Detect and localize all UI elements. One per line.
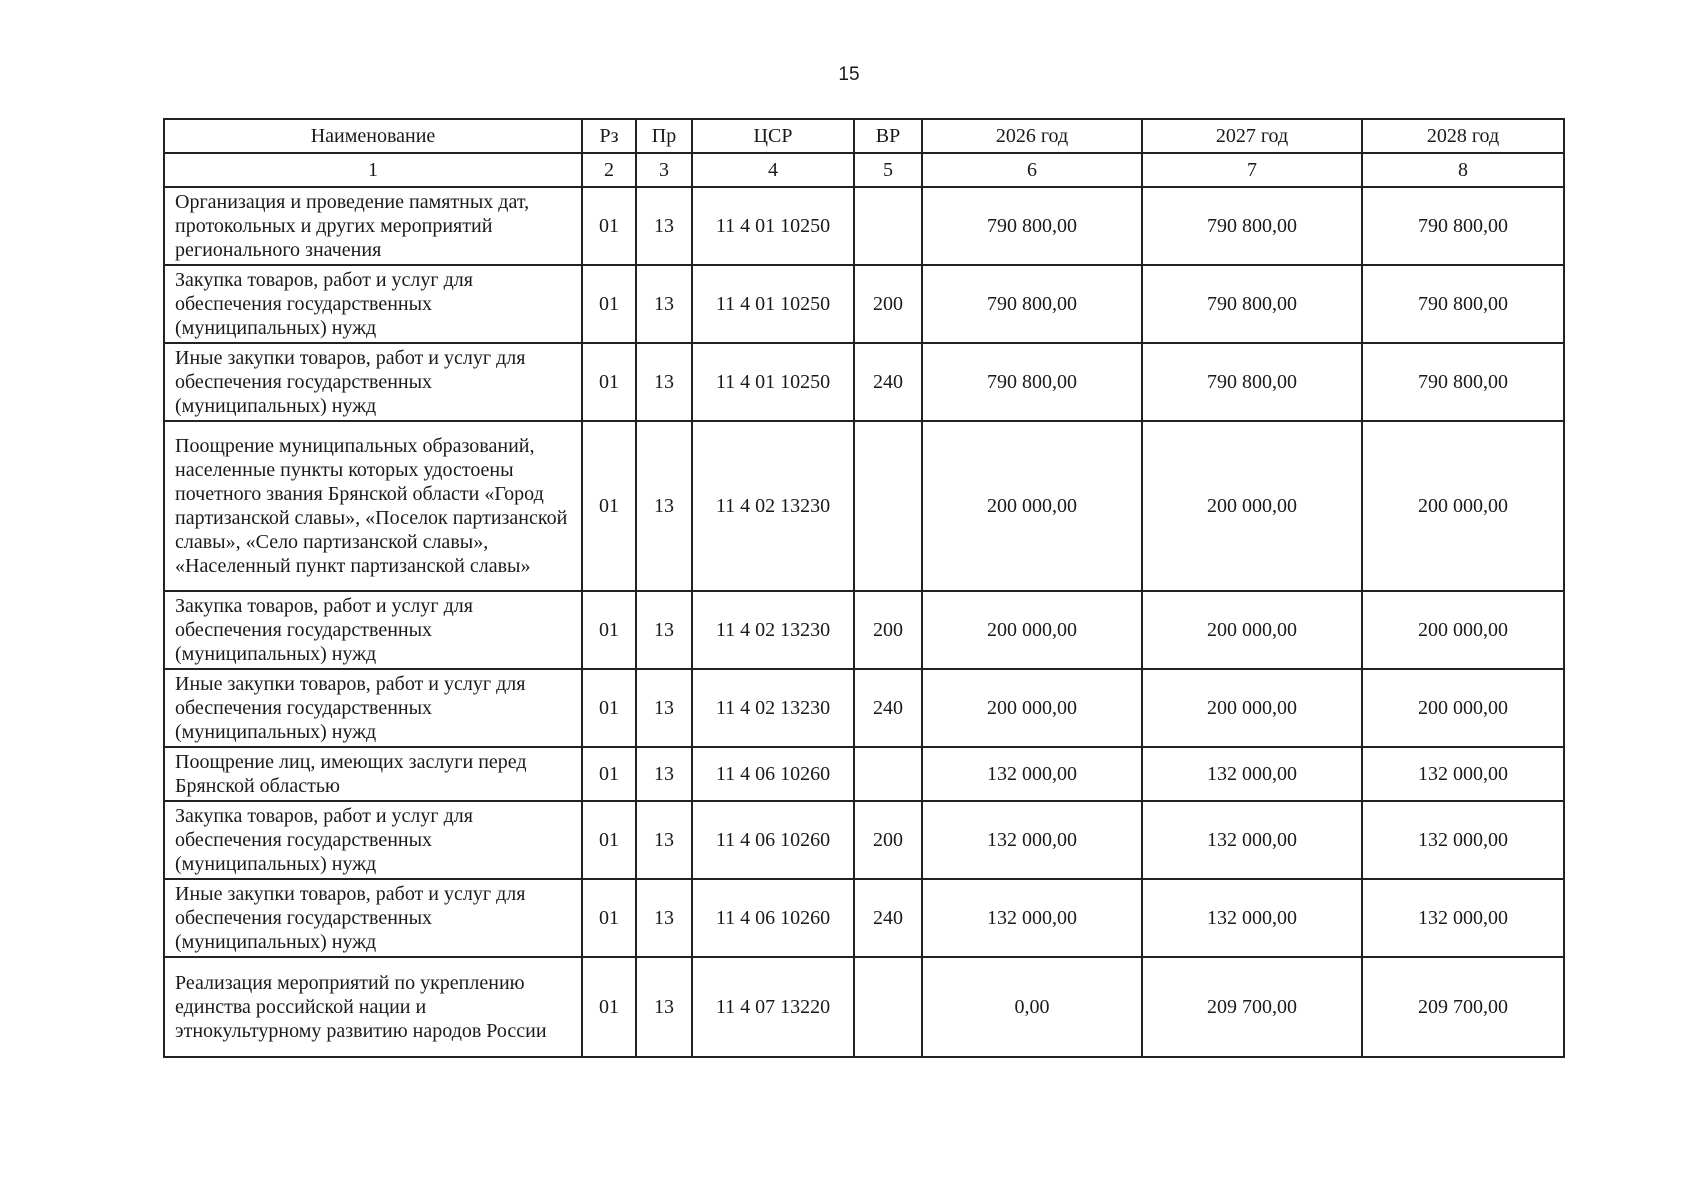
row-2028: 132 000,00 [1362, 879, 1564, 957]
table-row [164, 591, 1564, 669]
row-pr: 13 [636, 801, 692, 879]
row-csr: 11 4 06 10260 [692, 747, 854, 801]
row-name: Реализация мероприятий по укреплению единства российской нации и этнокультурному развитию народов России [164, 957, 582, 1057]
row-2026: 790 800,00 [922, 187, 1142, 265]
row-2028: 790 800,00 [1362, 265, 1564, 343]
row-csr: 11 4 01 10250 [692, 187, 854, 265]
row-name: Закупка товаров, работ и услуг для обеспечения государственных (муниципальных) нужд [164, 265, 582, 343]
row-rz: 01 [582, 343, 636, 421]
row-2027: 790 800,00 [1142, 343, 1362, 421]
row-2028: 132 000,00 [1362, 801, 1564, 879]
row-rz: 01 [582, 591, 636, 669]
row-vr [854, 957, 922, 1057]
row-2026: 790 800,00 [922, 343, 1142, 421]
column-number: 1 [164, 153, 582, 187]
row-pr: 13 [636, 187, 692, 265]
row-rz: 01 [582, 957, 636, 1057]
column-number: 4 [692, 153, 854, 187]
header-2027: 2027 год [1142, 119, 1362, 153]
row-vr [854, 421, 922, 591]
row-vr: 200 [854, 591, 922, 669]
table-row [164, 669, 1564, 747]
row-pr: 13 [636, 421, 692, 591]
row-name: Иные закупки товаров, работ и услуг для обеспечения государственных (муниципальных) нужд [164, 343, 582, 421]
row-2027: 132 000,00 [1142, 747, 1362, 801]
row-rz: 01 [582, 265, 636, 343]
row-2028: 200 000,00 [1362, 669, 1564, 747]
row-pr: 13 [636, 957, 692, 1057]
row-pr: 13 [636, 669, 692, 747]
row-vr: 200 [854, 265, 922, 343]
table-row [164, 957, 1564, 1057]
row-2026: 200 000,00 [922, 669, 1142, 747]
row-rz: 01 [582, 801, 636, 879]
row-name: Поощрение муниципальных образований, населенные пункты которых удостоены почетного звания Брянской области «Город партизанской славы», «Поселок партизанской славы», «Село партизанской славы», «Населенный пункт партизанской славы» [164, 421, 582, 591]
header-rz: Рз [582, 119, 636, 153]
row-2026: 0,00 [922, 957, 1142, 1057]
row-pr: 13 [636, 747, 692, 801]
header-name: Наименование [164, 119, 582, 153]
row-2027: 790 800,00 [1142, 187, 1362, 265]
row-csr: 11 4 02 13230 [692, 421, 854, 591]
row-vr: 240 [854, 879, 922, 957]
table-row [164, 343, 1564, 421]
header-csr: ЦСР [692, 119, 854, 153]
row-2027: 132 000,00 [1142, 879, 1362, 957]
row-2026: 132 000,00 [922, 879, 1142, 957]
table-row [164, 265, 1564, 343]
row-2026: 132 000,00 [922, 747, 1142, 801]
row-name: Организация и проведение памятных дат, протокольных и других мероприятий регионального значения [164, 187, 582, 265]
table-row [164, 187, 1564, 265]
column-number: 6 [922, 153, 1142, 187]
row-2028: 132 000,00 [1362, 747, 1564, 801]
row-2026: 200 000,00 [922, 421, 1142, 591]
row-2026: 132 000,00 [922, 801, 1142, 879]
header-vr: ВР [854, 119, 922, 153]
column-number: 3 [636, 153, 692, 187]
row-rz: 01 [582, 187, 636, 265]
row-name: Закупка товаров, работ и услуг для обеспечения государственных (муниципальных) нужд [164, 591, 582, 669]
row-rz: 01 [582, 879, 636, 957]
table-row [164, 747, 1564, 801]
row-name: Иные закупки товаров, работ и услуг для обеспечения государственных (муниципальных) нужд [164, 669, 582, 747]
table-row [164, 801, 1564, 879]
header-row [164, 119, 1564, 153]
row-2028: 790 800,00 [1362, 343, 1564, 421]
row-2028: 790 800,00 [1362, 187, 1564, 265]
header-2026: 2026 год [922, 119, 1142, 153]
row-vr: 240 [854, 343, 922, 421]
row-csr: 11 4 02 13230 [692, 591, 854, 669]
row-csr: 11 4 01 10250 [692, 265, 854, 343]
row-2027: 209 700,00 [1142, 957, 1362, 1057]
header-2028: 2028 год [1362, 119, 1564, 153]
row-rz: 01 [582, 747, 636, 801]
row-2028: 200 000,00 [1362, 591, 1564, 669]
row-vr: 200 [854, 801, 922, 879]
row-2027: 790 800,00 [1142, 265, 1362, 343]
row-csr: 11 4 06 10260 [692, 801, 854, 879]
row-name: Поощрение лиц, имеющих заслуги перед Брянской областью [164, 747, 582, 801]
row-name: Иные закупки товаров, работ и услуг для обеспечения государственных (муниципальных) нужд [164, 879, 582, 957]
column-number: 8 [1362, 153, 1564, 187]
row-2026: 200 000,00 [922, 591, 1142, 669]
row-pr: 13 [636, 591, 692, 669]
page-number: 15 [838, 64, 860, 85]
row-pr: 13 [636, 265, 692, 343]
row-2026: 790 800,00 [922, 265, 1142, 343]
row-2027: 200 000,00 [1142, 591, 1362, 669]
row-2027: 200 000,00 [1142, 421, 1362, 591]
column-number-row [164, 153, 1564, 187]
row-csr: 11 4 07 13220 [692, 957, 854, 1057]
row-2028: 209 700,00 [1362, 957, 1564, 1057]
table-row [164, 879, 1564, 957]
row-vr [854, 187, 922, 265]
row-vr [854, 747, 922, 801]
row-rz: 01 [582, 669, 636, 747]
row-pr: 13 [636, 879, 692, 957]
row-name: Закупка товаров, работ и услуг для обеспечения государственных (муниципальных) нужд [164, 801, 582, 879]
column-number: 2 [582, 153, 636, 187]
row-pr: 13 [636, 343, 692, 421]
row-vr: 240 [854, 669, 922, 747]
row-2028: 200 000,00 [1362, 421, 1564, 591]
column-number: 5 [854, 153, 922, 187]
column-number: 7 [1142, 153, 1362, 187]
row-2027: 132 000,00 [1142, 801, 1362, 879]
header-pr: Пр [636, 119, 692, 153]
row-rz: 01 [582, 421, 636, 591]
table-row [164, 421, 1564, 591]
row-csr: 11 4 02 13230 [692, 669, 854, 747]
row-2027: 200 000,00 [1142, 669, 1362, 747]
budget-table [163, 118, 1565, 1058]
row-csr: 11 4 01 10250 [692, 343, 854, 421]
row-csr: 11 4 06 10260 [692, 879, 854, 957]
